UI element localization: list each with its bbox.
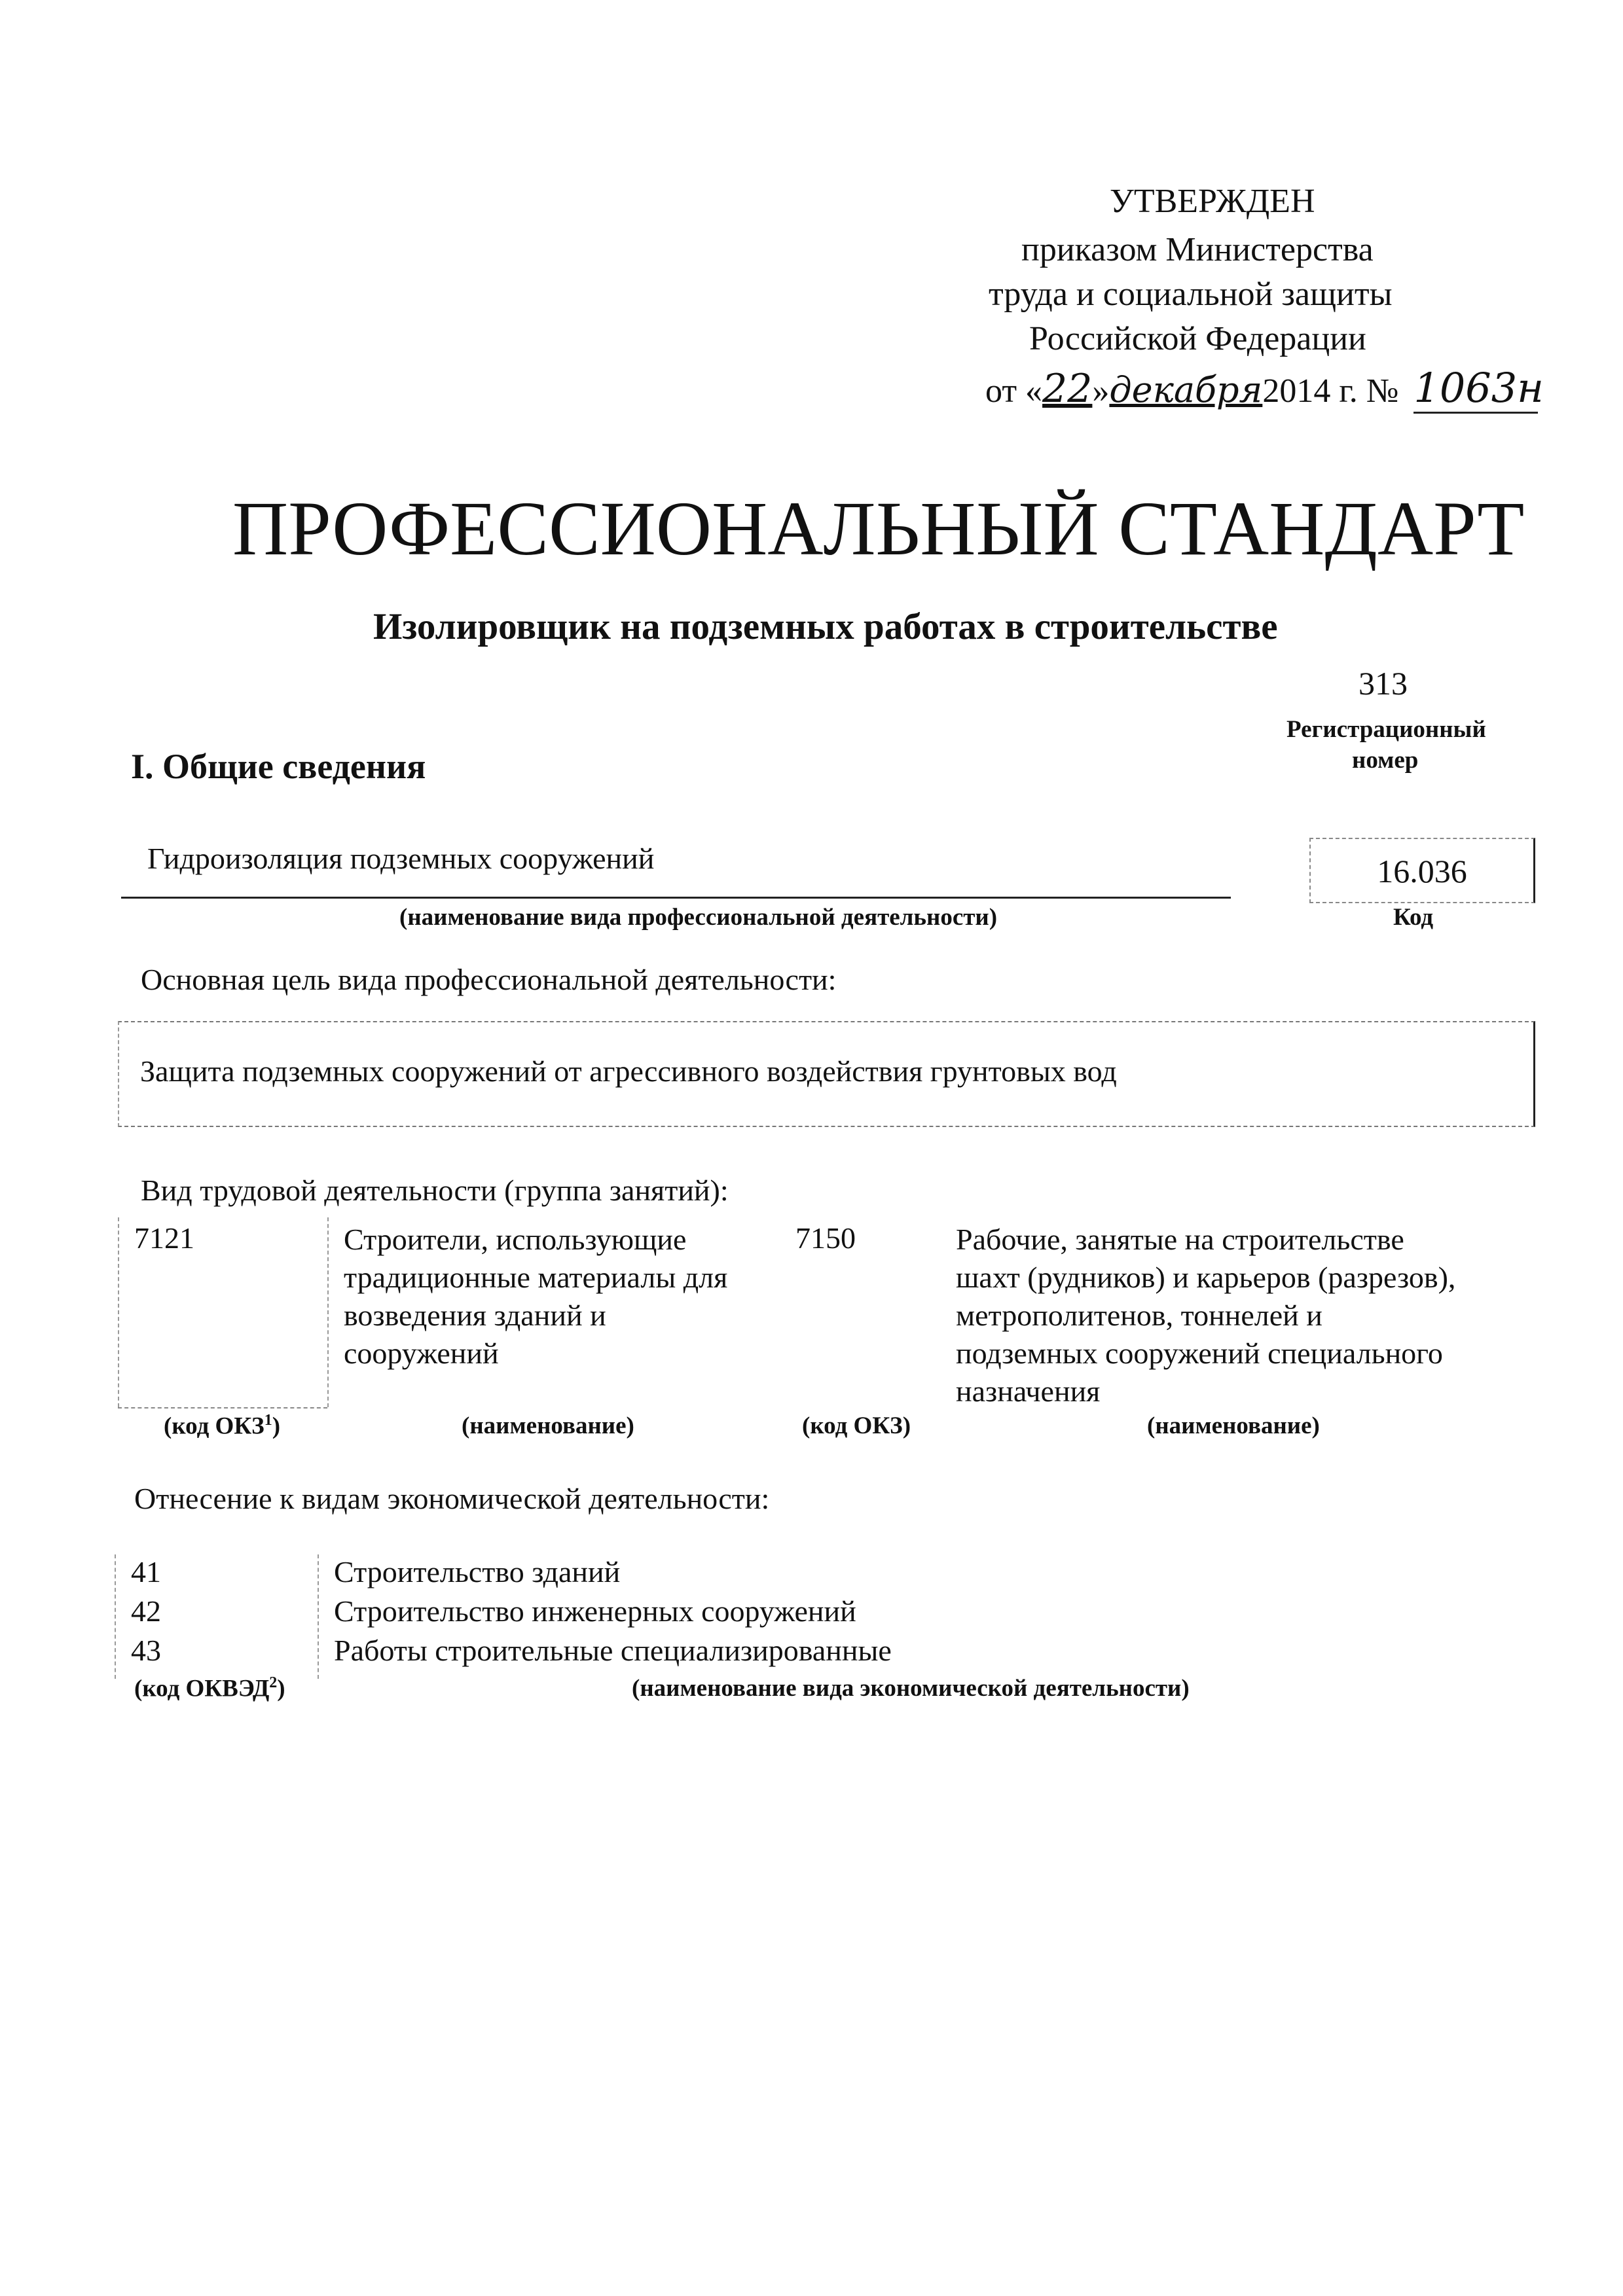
okz-name-2-line: подземных сооружений специального — [956, 1336, 1443, 1370]
table-divider — [115, 1554, 116, 1679]
okz-name-1 — [344, 1221, 727, 1372]
date-prefix: от « — [985, 372, 1043, 410]
okz-code-2: 7150 — [795, 1221, 856, 1255]
goal-label: Основная цель вида профессиональной деятельности: — [141, 963, 837, 996]
goal-text: Защита подземных сооружений от агрессивного воздействия грунтовых вод — [140, 1054, 1117, 1088]
okz-name-2-line: Рабочие, занятые на строительстве — [956, 1223, 1404, 1256]
economic-label: Отнесение к видам экономической деятельности: — [134, 1482, 770, 1515]
okved-name-3: Работы строительные специализированные — [334, 1634, 892, 1667]
activity-name: Гидроизоляция подземных сооружений — [147, 842, 655, 875]
okved-caption-code — [134, 1674, 285, 1702]
okved-caption-name: (наименование вида экономической деятельности) — [632, 1675, 1190, 1702]
okved-code-3: 43 — [131, 1634, 161, 1667]
activity-underline — [121, 897, 1231, 899]
table-divider — [318, 1554, 319, 1679]
okz-name-2-line: шахт (рудников) и карьеров (разрезов), — [956, 1261, 1456, 1294]
code-label: Код — [1393, 904, 1434, 931]
order-number-handwritten: 1063н — [1413, 364, 1538, 414]
okved-code-1: 41 — [131, 1555, 161, 1588]
approval-date-line — [985, 364, 1544, 414]
okz-name-2-line: метрополитенов, тоннелей и — [956, 1299, 1322, 1332]
okz-caption-code-1-text: (код ОКЗ — [164, 1412, 264, 1440]
okz-caption-code-2: (код ОКЗ) — [802, 1412, 911, 1439]
okz-name-2 — [956, 1221, 1455, 1410]
okz-caption-name-1: (наименование) — [462, 1412, 634, 1439]
okz-code-1: 7121 — [134, 1221, 194, 1255]
document-title: ПРОФЕССИОНАЛЬНЫЙ СТАНДАРТ — [232, 486, 1525, 571]
code-value: 16.036 — [1377, 853, 1467, 889]
registration-label-2: номер — [1352, 747, 1419, 774]
footnote-1-mark: 1 — [264, 1412, 272, 1429]
table-divider — [118, 1407, 327, 1408]
okz-name-1-line: Строители, использующие — [344, 1223, 687, 1256]
okz-name-1-line: традиционные материалы для — [344, 1261, 728, 1294]
okved-caption-code-end: ) — [277, 1675, 285, 1702]
okved-caption-code-text: (код ОКВЭД — [134, 1675, 270, 1702]
section-heading: I. Общие сведения — [131, 747, 426, 786]
activity-caption: (наименование вида профессиональной деятельности) — [399, 904, 998, 931]
okved-name-1: Строительство зданий — [334, 1555, 621, 1588]
code-box — [1309, 838, 1535, 903]
date-year: 2014 г. № — [1262, 372, 1399, 410]
okz-name-1-line: возведения зданий и — [344, 1299, 606, 1332]
okz-caption-name-2: (наименование) — [1147, 1412, 1320, 1439]
date-day-handwritten: 22 — [1042, 366, 1093, 412]
okz-caption-code-1 — [164, 1412, 280, 1440]
approval-line-1: приказом Министерства — [1021, 231, 1374, 268]
okved-code-2: 42 — [131, 1594, 161, 1628]
okved-name-2: Строительство инженерных сооружений — [334, 1594, 856, 1628]
registration-label-1: Регистрационный — [1286, 716, 1486, 743]
footnote-2-mark: 2 — [269, 1674, 278, 1691]
registration-number: 313 — [1359, 665, 1408, 702]
okz-name-1-line: сооружений — [344, 1336, 499, 1370]
okz-caption-code-1-end: ) — [272, 1412, 281, 1440]
goal-box — [118, 1021, 1535, 1127]
table-divider — [118, 1217, 119, 1407]
okz-name-2-line: назначения — [956, 1374, 1101, 1408]
date-mid: » — [1092, 372, 1110, 410]
table-divider — [327, 1217, 329, 1407]
date-month-handwritten: декабря — [1109, 369, 1263, 410]
approval-line-3: Российской Федерации — [1029, 320, 1366, 357]
approval-line-2: труда и социальной защиты — [989, 276, 1393, 313]
document-subtitle: Изолировщик на подземных работах в строительстве — [373, 606, 1278, 647]
occupations-label: Вид трудовой деятельности (группа занятий): — [141, 1174, 729, 1207]
approval-title: УТВЕРЖДЕН — [1110, 183, 1315, 220]
